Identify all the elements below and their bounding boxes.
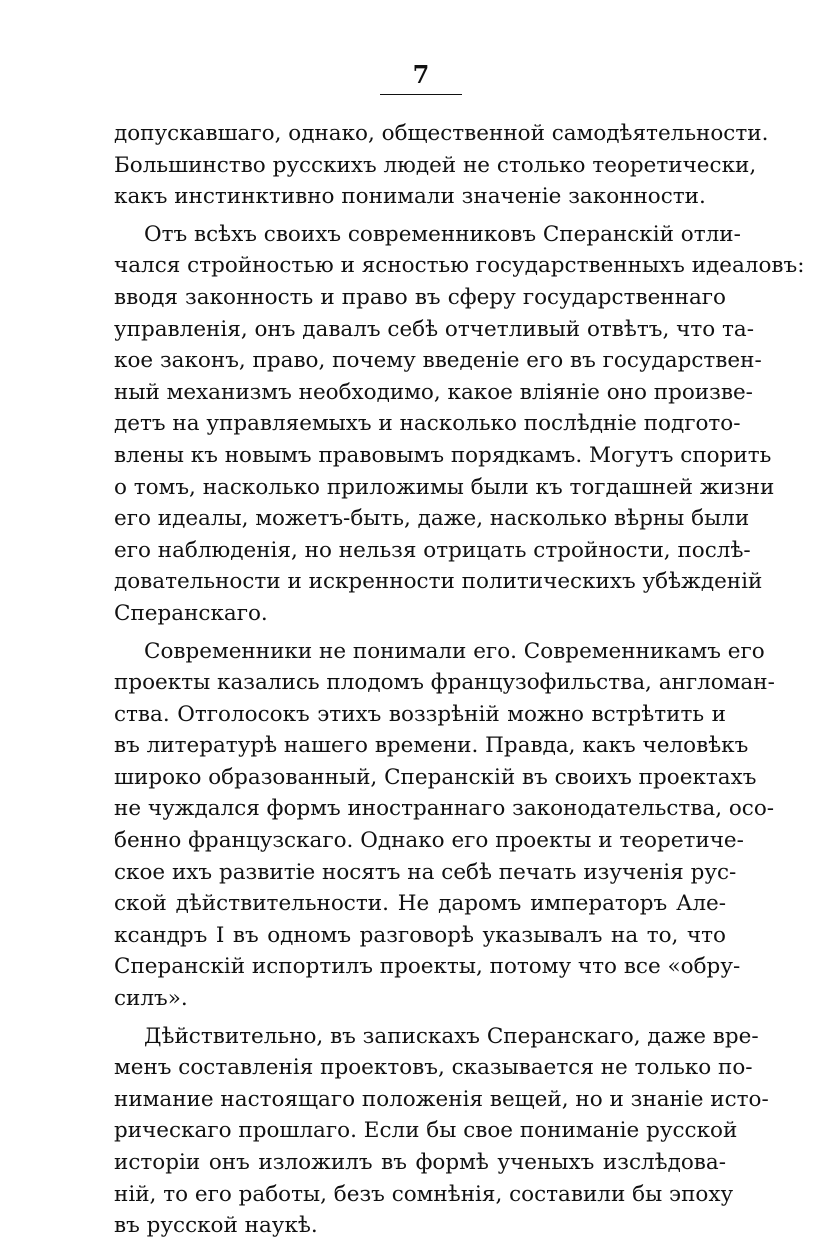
paragraph: [114, 219, 805, 630]
page-header: [380, 62, 462, 95]
body-text: [114, 118, 805, 1242]
text-line: допускавшаго, однако, общественной самодѣятельности.: [114, 121, 769, 146]
text-line: Большинство русскихъ людей не столько теоретически,: [114, 152, 757, 178]
text-line: Дѣйствительно, въ запискахъ Сперанскаго, даже вре-: [144, 1023, 759, 1049]
text-line: его наблюденiя, но нельзя отрицать стройности, послѣ-: [114, 537, 751, 563]
text-line: проекты казались плодомъ французофильства, англоман-: [114, 670, 775, 696]
text-line: вводя законность и право въ сферу государственнаго: [114, 284, 726, 310]
text-line: широко образованный, Сперанскiй въ своихъ проектахъ: [114, 764, 757, 790]
text-line: рическаго прошлаго. Если бы свое пониманie русской: [114, 1118, 738, 1144]
text-line: въ литературѣ нашего времени. Правда, какъ человѣкъ: [114, 733, 749, 759]
text-line: силъ».: [114, 986, 188, 1012]
text-line: ской дѣйствительности. Не даромъ императоръ Але-: [114, 891, 726, 917]
text-line: нимание настоящаго положенiя вещей, но и знанie исто-: [114, 1086, 769, 1112]
text-line: его идеалы, можетъ-быть, даже, насколько вѣрны были: [114, 506, 750, 532]
text-line: бенно французскаго. Однако его проекты и теоретиче-: [114, 828, 744, 854]
header-rule: [380, 94, 462, 95]
text-line: кое законъ, право, почему введенie его въ государствен-: [114, 348, 762, 374]
text-line: исторiи онъ изложилъ въ формѣ ученыхъ изслѣдова-: [114, 1150, 726, 1175]
text-line: влены къ новымъ правовымъ порядкамъ. Могутъ спорить: [114, 442, 772, 468]
text-line: управленiя, онъ давалъ себѣ отчетливый отвѣтъ, что та-: [114, 316, 754, 342]
text-line: ксандръ I въ одномъ разговорѣ указывалъ на то, что: [114, 922, 726, 948]
text-line: ства. Отголосокъ этихъ воззрѣнiй можно встрѣтить и: [114, 701, 726, 727]
text-line: какъ инстинктивно понимали значенie законности.: [114, 184, 706, 210]
text-line: Сперанскiй испортилъ проекты, потому что все «обру-: [114, 954, 741, 980]
text-line: менъ составленiя проектовъ, сказывается не только по-: [114, 1055, 753, 1081]
text-line: чался стройностью и ясностью государственныхъ идеаловъ:: [114, 253, 805, 279]
text-line: Отъ всѣхъ своихъ современниковъ Сперанскiй отли-: [144, 221, 741, 247]
text-line: не чуждался формъ иностраннаго законодательства, осо-: [114, 796, 775, 822]
text-line: довательности и искренности политическихъ убѣжденiй: [114, 569, 763, 595]
text-line: Современники не понимали его. Современникамъ его: [144, 638, 765, 664]
paragraph: [114, 1021, 769, 1242]
text-line: Сперанскаго.: [114, 600, 268, 626]
paragraph: [114, 636, 775, 1015]
text-line: о томъ, насколько приложимы были къ тогдашней жизни: [114, 474, 775, 500]
text-line: ское ихъ развитie носятъ на себѣ печать изученiя рус-: [114, 859, 737, 885]
paragraph: [114, 118, 769, 213]
text-line: нiй, то его работы, безъ сомнѣнiя, составили бы эпоху: [114, 1181, 734, 1207]
page-number: 7: [412, 60, 430, 89]
text-line: детъ на управляемыхъ и насколько послѣднie подгото-: [114, 411, 741, 437]
text-line: въ русской наукѣ.: [114, 1213, 318, 1239]
text-line: ный механизмъ необходимо, какое влiянie оно произве-: [114, 379, 753, 405]
